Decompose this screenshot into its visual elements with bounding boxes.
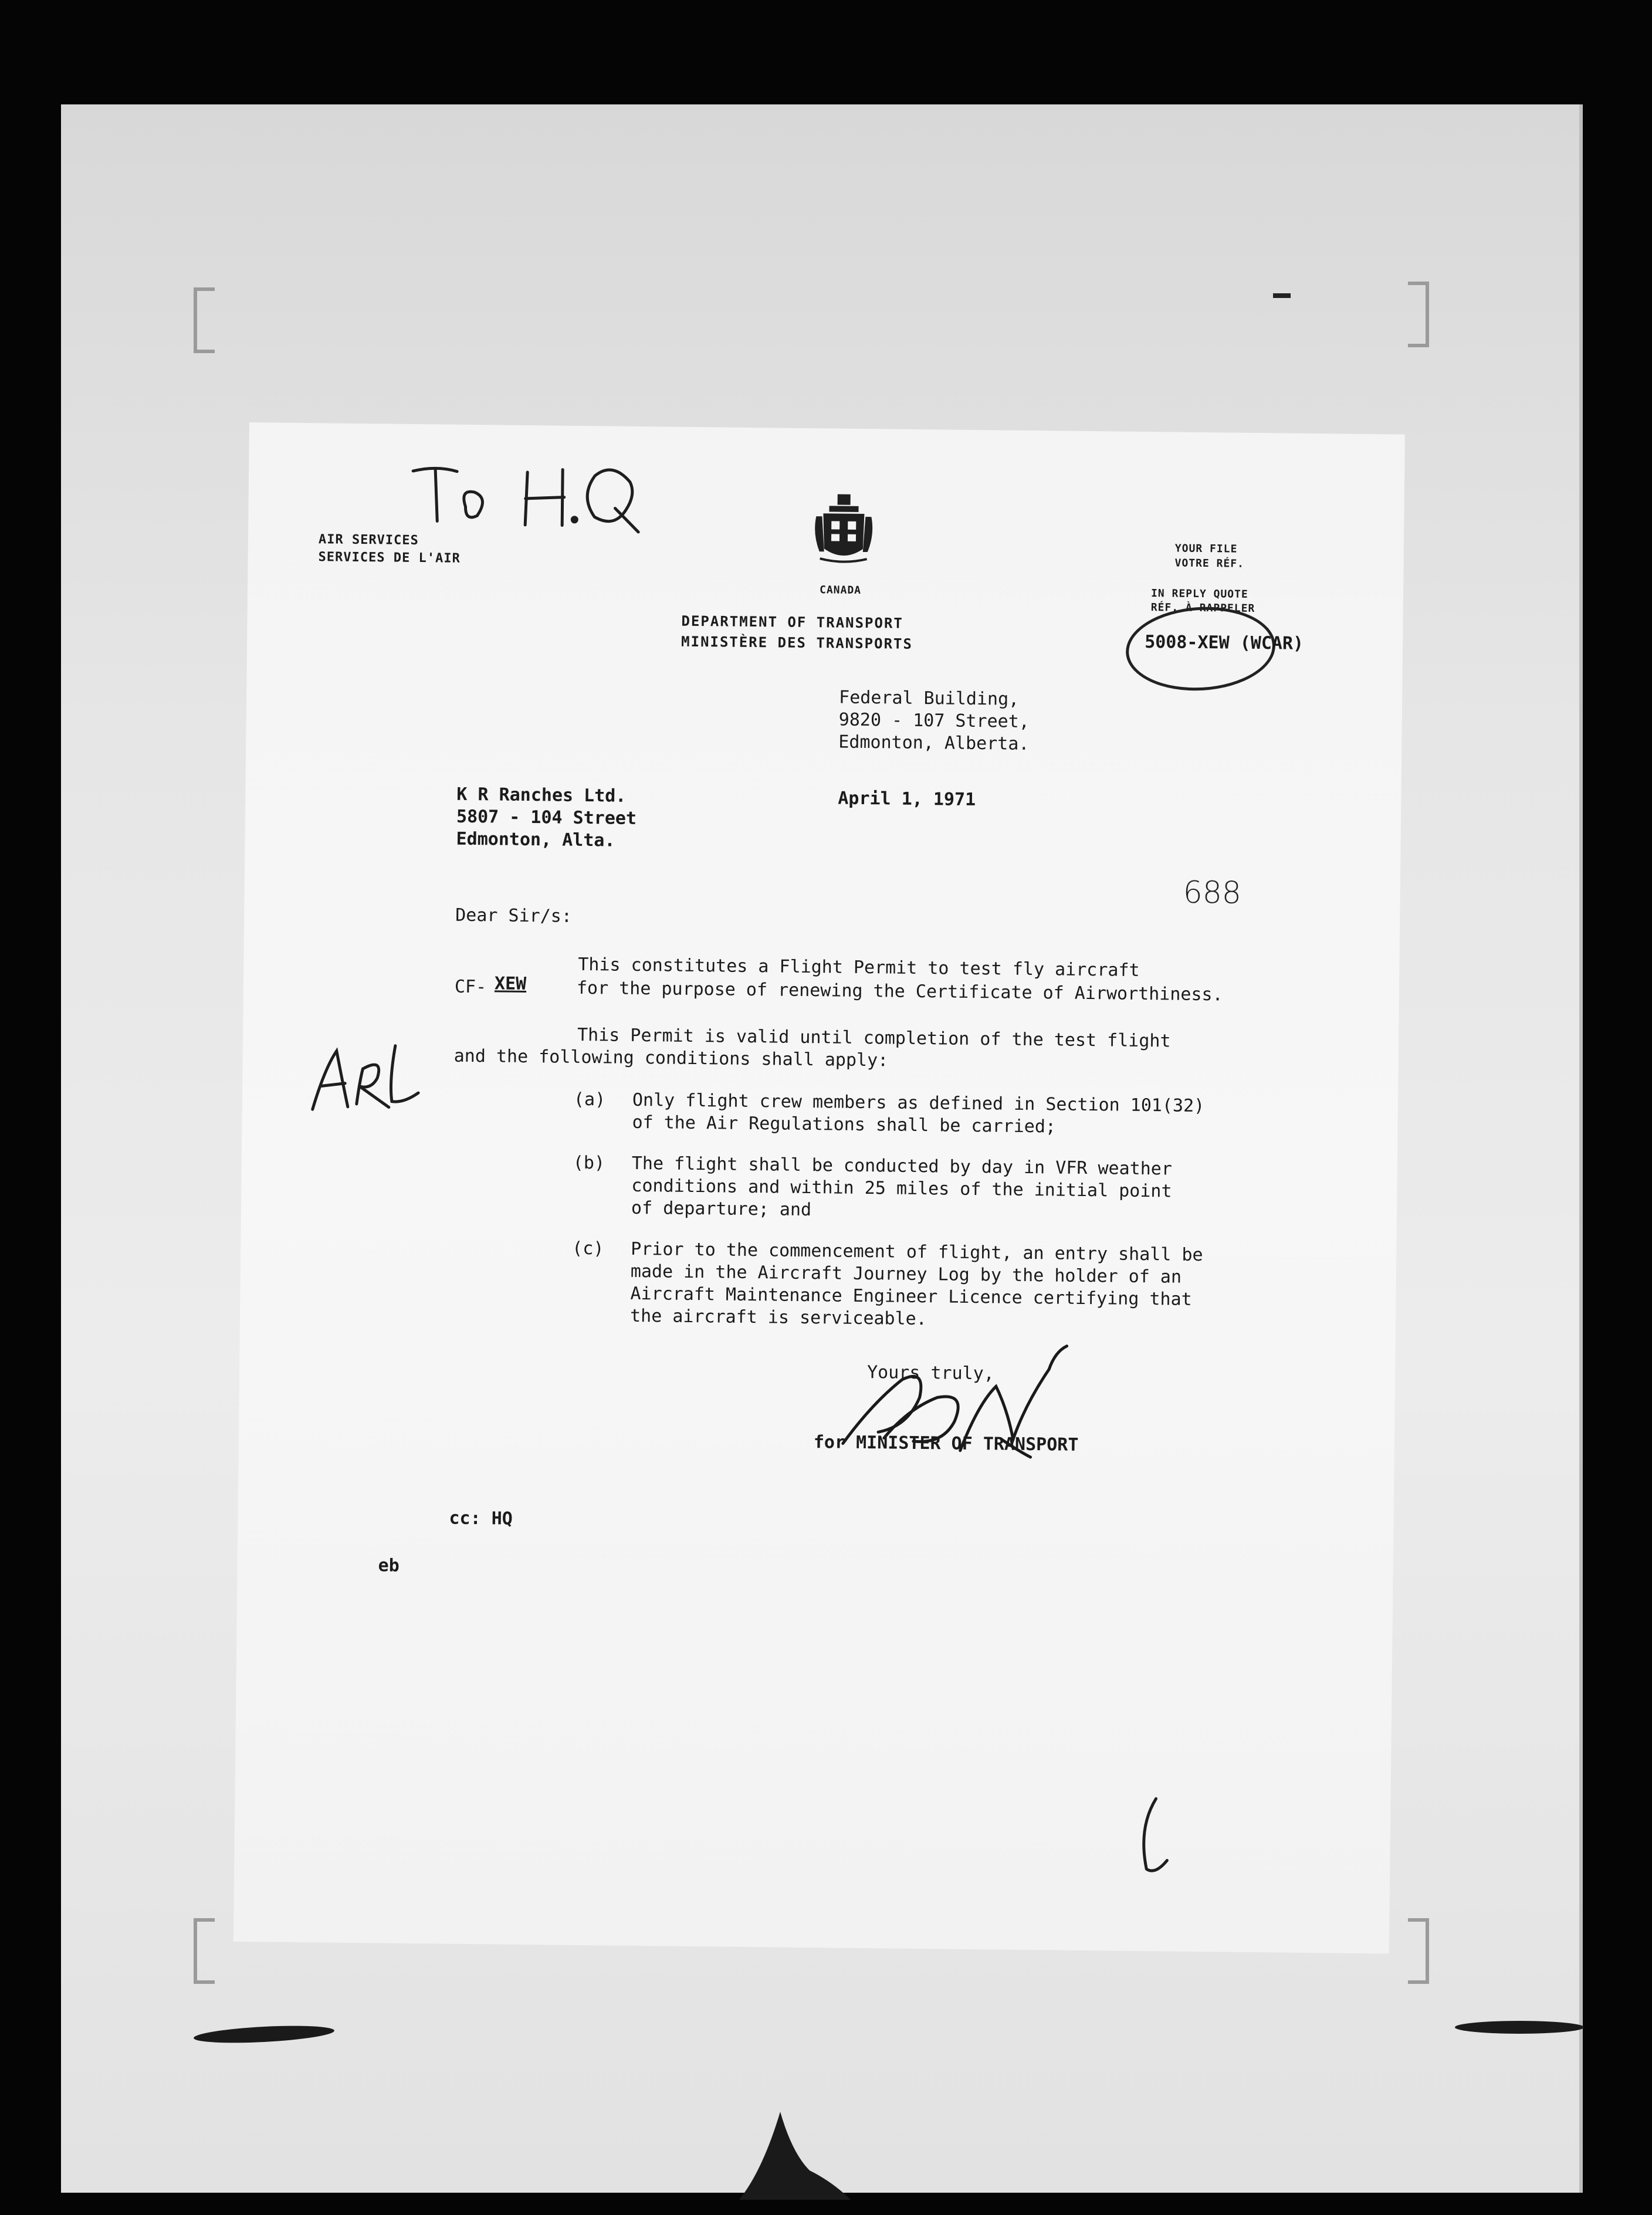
sender-address-line1: Federal Building,: [838, 687, 1020, 710]
condition-b-line2: conditions and within 25 miles of the initial point: [631, 1175, 1172, 1202]
dept-name-en: DEPARTMENT OF TRANSPORT: [681, 612, 903, 632]
condition-a-line2: of the Air Regulations shall be carried;: [632, 1112, 1057, 1137]
handwritten-mark: [1129, 1793, 1177, 1881]
letter-page: [233, 422, 1405, 1953]
condition-b-label: (b): [573, 1152, 605, 1174]
crest-caption: CANADA: [819, 584, 862, 597]
typist-initials: eb: [378, 1555, 400, 1576]
paragraph2-line2: and the following conditions shall apply:: [453, 1045, 889, 1071]
recipient-line2: 5807 - 104 Street: [456, 806, 637, 829]
recipient-line3: Edmonton, Alta.: [456, 828, 615, 851]
condition-c-line2: made in the Aircraft Journey Log by the holder of an: [630, 1261, 1182, 1288]
condition-b-line3: of departure; and: [631, 1197, 812, 1221]
paragraph1-line1: This constitutes a Flight Permit to test fly aircraft: [578, 954, 1140, 981]
registration-mark-bottom-right: [1408, 1918, 1429, 1984]
condition-b-line1: The flight shall be conducted by day in VFR weather: [631, 1153, 1173, 1180]
dept-name-fr: MINISTÈRE DES TRANSPORTS: [681, 633, 913, 652]
votre-ref-label: VOTRE RÉF.: [1174, 557, 1245, 570]
your-file-label: YOUR FILE: [1174, 542, 1238, 556]
condition-a-label: (a): [573, 1089, 606, 1110]
closing: Yours truly,: [866, 1362, 995, 1384]
aircraft-registration: XEW: [494, 973, 527, 994]
film-smudge: [1455, 2021, 1584, 2034]
canada-crest-icon: [811, 493, 876, 575]
handwritten-initials: [301, 1033, 431, 1122]
handwritten-page-number: 688: [1183, 875, 1242, 911]
cc-line: cc: HQ: [449, 1508, 513, 1529]
condition-c-line3: Aircraft Maintenance Engineer Licence certifying that: [630, 1283, 1192, 1310]
condition-a-line1: Only flight crew members as defined in Section 101(32): [632, 1089, 1205, 1117]
film-smudge: [727, 2100, 857, 2206]
reply-quote-label: IN REPLY QUOTE: [1150, 587, 1248, 601]
condition-c-line4: the aircraft is serviceable.: [629, 1305, 927, 1330]
paragraph2-line1: This Permit is valid until completion of the test flight: [577, 1024, 1171, 1052]
registration-mark-top-left: [194, 287, 215, 353]
letter-date: April 1, 1971: [838, 788, 976, 810]
dept-left-header: AIR SERVICES: [318, 532, 419, 548]
salutation: Dear Sir/s:: [455, 905, 573, 927]
sender-address-line2: 9820 - 107 Street,: [838, 709, 1030, 732]
registration-mark-bottom-left: [194, 1918, 215, 1984]
file-number: 5008-XEW (WCAR): [1144, 632, 1304, 654]
condition-c-label: (c): [572, 1238, 604, 1259]
sender-address-line3: Edmonton, Alberta.: [838, 731, 1030, 754]
registration-mark-top-right: [1408, 282, 1429, 347]
reply-fr-label: RÉF. À RAPPELER: [1150, 601, 1255, 615]
condition-c-line1: Prior to the commencement of flight, an entry shall be: [631, 1238, 1203, 1266]
paragraph1-line2: for the purpose of renewing the Certificate of Airworthiness.: [576, 977, 1223, 1005]
recipient-line1: K R Ranches Ltd.: [456, 784, 627, 807]
handwritten-to-hq: [401, 448, 648, 538]
signature-block: for MINISTER OF TRANSPORT: [813, 1432, 1079, 1455]
dept-left-header-fr: SERVICES DE L'AIR: [318, 550, 461, 566]
paragraph1-prefix: CF-: [454, 976, 487, 998]
margin-mark: [1273, 293, 1291, 298]
